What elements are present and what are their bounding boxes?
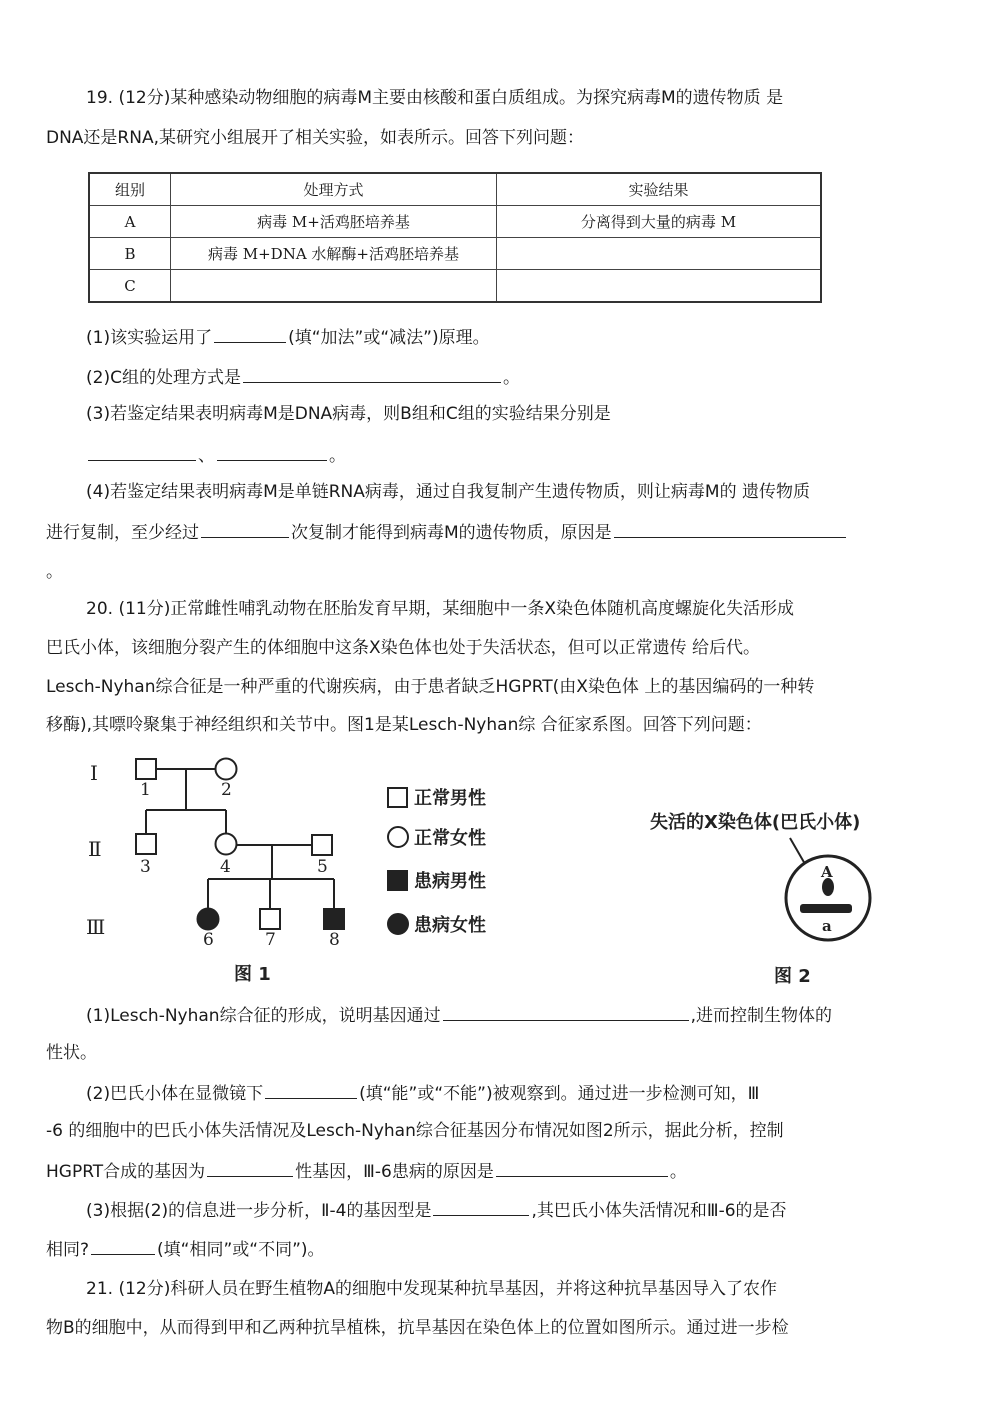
legend-affected-female-icon bbox=[388, 914, 408, 934]
q19-part3-end: 。 bbox=[329, 446, 346, 466]
affected-female-symbol bbox=[198, 909, 219, 930]
generation-label-2: Ⅱ bbox=[88, 837, 102, 861]
allele-label-top: A bbox=[821, 863, 833, 881]
q19-part1 bbox=[86, 324, 490, 350]
table-cell: C bbox=[89, 270, 171, 303]
q20-intro-line3: Lesch-Nyhan综合征是一种严重的代谢疾病，由于患者缺乏HGPRT(由X染色体 上的基因编码的一种转 bbox=[46, 677, 815, 697]
individual-number: 6 bbox=[203, 930, 214, 950]
q19-part4-text-c: 次复制才能得到病毒M的遗传物质，原因是 bbox=[291, 523, 612, 543]
individual-number: 4 bbox=[220, 857, 231, 877]
q20-part2-text-b: (填“能”或“不能”)被观察到。通过进一步检测可知，Ⅲ bbox=[359, 1084, 760, 1104]
q19-part4-text-b: 进行复制，至少经过 bbox=[46, 523, 199, 543]
affected-male-symbol bbox=[324, 909, 344, 929]
individual-number: 8 bbox=[329, 930, 340, 950]
q19-part1-text-b: (填“加法”或“减法”)原理。 bbox=[288, 328, 490, 348]
answer-blank[interactable] bbox=[91, 1236, 155, 1255]
answer-blank[interactable] bbox=[433, 1197, 529, 1216]
answer-blank[interactable] bbox=[201, 519, 289, 538]
answer-blank[interactable] bbox=[443, 1002, 689, 1021]
answer-blank[interactable] bbox=[265, 1080, 357, 1099]
answer-blank[interactable] bbox=[614, 519, 846, 538]
q19-part3: (3)若鉴定结果表明病毒M是DNA病毒，则B组和C组的实验结果分别是 bbox=[86, 404, 611, 424]
answer-blank[interactable] bbox=[243, 364, 501, 383]
normal-male-symbol bbox=[260, 909, 280, 929]
table-row bbox=[89, 206, 821, 238]
q20-part2-text-d: HGPRT合成的基因为 bbox=[46, 1162, 206, 1182]
table-header-cell: 处理方式 bbox=[171, 173, 497, 206]
pedigree-figure bbox=[80, 752, 520, 992]
answer-blank[interactable] bbox=[214, 324, 286, 343]
q20-part2-text-a: (2)巴氏小体在显微镜下 bbox=[86, 1084, 264, 1104]
individual-number: 1 bbox=[140, 780, 151, 800]
q21-intro-line1: 21. (12分)科研人员在野生植物A的细胞中发现某种抗旱基因，并将这种抗旱基因导入了农作 bbox=[86, 1279, 777, 1299]
normal-male-symbol bbox=[136, 759, 156, 779]
legend-normal-female-icon bbox=[388, 827, 408, 847]
figure2-caption: 图 2 bbox=[774, 966, 811, 987]
generation-label-3: Ⅲ bbox=[86, 915, 106, 939]
q19-part2-text-b: 。 bbox=[502, 368, 520, 388]
table-cell bbox=[497, 270, 822, 303]
normal-female-symbol bbox=[216, 834, 237, 855]
table-cell bbox=[171, 270, 497, 303]
q20-part1-text-b: ,进而控制生物体的 bbox=[690, 1006, 832, 1026]
allele-label-bottom: a bbox=[822, 917, 832, 935]
figure2-label: 失活的X染色体(巴氏小体) bbox=[650, 812, 861, 833]
table-cell: 分离得到大量的病毒 M bbox=[497, 206, 822, 238]
q20-part1 bbox=[86, 1002, 832, 1028]
q20-part1-text-a: (1)Lesch-Nyhan综合征的形成，说明基因通过 bbox=[86, 1006, 441, 1026]
q20-intro-line2: 巴氏小体，该细胞分裂产生的体细胞中这条X染色体也处于失活状态，但可以正常遗传 给后代。 bbox=[46, 638, 761, 658]
q20-part3-line2 bbox=[46, 1236, 325, 1262]
answer-blank[interactable] bbox=[496, 1158, 668, 1177]
individual-number: 7 bbox=[265, 930, 276, 950]
q19-part4-end: 。 bbox=[46, 562, 63, 582]
individual-number: 2 bbox=[221, 780, 232, 800]
q19-part1-text-a: (1)该实验运用了 bbox=[86, 328, 213, 348]
q20-part1-end: 性状。 bbox=[46, 1043, 97, 1063]
table-cell: B bbox=[89, 238, 171, 270]
q20-part2-text-f: 。 bbox=[669, 1162, 687, 1182]
experiment-table bbox=[88, 172, 822, 303]
active-x-chromosome bbox=[800, 904, 852, 913]
generation-label-1: Ⅰ bbox=[90, 761, 98, 785]
q19-part4-line2 bbox=[46, 519, 848, 545]
answer-blank[interactable] bbox=[88, 442, 196, 461]
q20-part3-text-d: (填“相同”或“不同”)。 bbox=[157, 1240, 325, 1260]
q20-part2-line3 bbox=[46, 1158, 687, 1184]
table-row bbox=[89, 270, 821, 303]
q20-part2-line2: -6 的细胞中的巴氏小体失活情况及Lesch-Nyhan综合征基因分布情况如图2所示，据此分析，控制 bbox=[46, 1121, 784, 1141]
q19-intro-line2: DNA还是RNA,某研究小组展开了相关实验，如表所示。回答下列问题： bbox=[46, 128, 584, 148]
legend-label: 患病女性 bbox=[414, 915, 486, 936]
individual-number: 5 bbox=[317, 857, 328, 877]
normal-male-symbol bbox=[312, 835, 332, 855]
normal-male-symbol bbox=[136, 834, 156, 854]
table-cell bbox=[497, 238, 822, 270]
legend-label: 正常男性 bbox=[414, 788, 486, 809]
q20-intro-line1: 20. (11分)正常雌性哺乳动物在胚胎发育早期，某细胞中一条X染色体随机高度螺旋化失活形成 bbox=[86, 599, 794, 619]
q19-intro-line1: 19. (12分)某种感染动物细胞的病毒M主要由核酸和蛋白质组成。为探究病毒M的遗传物质 是 bbox=[86, 88, 784, 108]
legend-affected-male-icon bbox=[388, 871, 407, 890]
table-cell: 病毒 M+DNA 水解酶+活鸡胚培养基 bbox=[171, 238, 497, 270]
q20-intro-line4: 移酶),其嘌呤聚集于神经组织和关节中。图1是某Lesch-Nyhan综 合征家系图。回答下列问题： bbox=[46, 715, 762, 735]
answer-blank[interactable] bbox=[207, 1158, 293, 1177]
figure1-caption: 图 1 bbox=[234, 964, 271, 985]
table-row bbox=[89, 238, 821, 270]
table-header-row bbox=[89, 173, 821, 206]
q20-part3-text-b: ,其巴氏小体失活情况和Ⅲ-6的是否 bbox=[531, 1201, 787, 1221]
q21-intro-line2: 物B的细胞中，从而得到甲和乙两种抗旱植株，抗旱基因在染色体上的位置如图所示。通过进一步检 bbox=[46, 1318, 789, 1338]
table-header-cell: 实验结果 bbox=[497, 173, 822, 206]
q19-part2 bbox=[86, 364, 520, 390]
individual-number: 3 bbox=[140, 857, 151, 877]
q20-part2-line1 bbox=[86, 1080, 759, 1106]
table-cell: 病毒 M+活鸡胚培养基 bbox=[171, 206, 497, 238]
q19-part4-line1: (4)若鉴定结果表明病毒M是单链RNA病毒，通过自我复制产生遗传物质，则让病毒M的 遗传物质 bbox=[86, 482, 810, 502]
q20-part3-line1 bbox=[86, 1197, 787, 1223]
q20-part2-text-e: 性基因，Ⅲ-6患病的原因是 bbox=[295, 1162, 494, 1182]
barr-body-figure bbox=[640, 800, 900, 1000]
q19-part3-sep: 、 bbox=[198, 446, 215, 466]
normal-female-symbol bbox=[216, 759, 237, 780]
table-header-cell: 组别 bbox=[89, 173, 171, 206]
legend-label: 正常女性 bbox=[414, 828, 486, 849]
q20-part3-text-c: 相同? bbox=[46, 1240, 90, 1260]
answer-blank[interactable] bbox=[217, 442, 327, 461]
q20-part3-text-a: (3)根据(2)的信息进一步分析，Ⅱ-4的基因型是 bbox=[86, 1201, 432, 1221]
q19-part3-answers bbox=[86, 442, 346, 468]
q19-part2-text-a: (2)C组的处理方式是 bbox=[86, 368, 241, 388]
legend-label: 患病男性 bbox=[414, 871, 486, 892]
legend-normal-male-icon bbox=[388, 788, 407, 807]
table-cell: A bbox=[89, 206, 171, 238]
